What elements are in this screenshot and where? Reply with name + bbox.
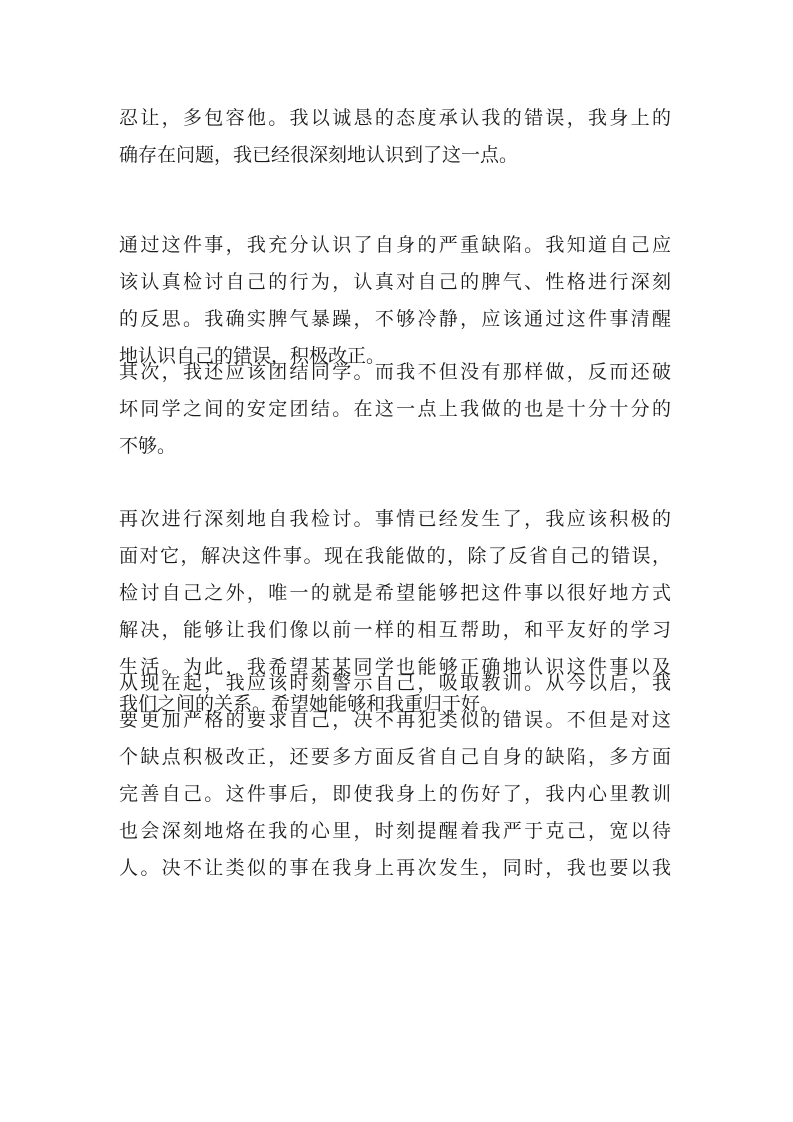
text-line: 通过这件事，我充分认识了自身的严重缺陷。我知道自己应 (119, 234, 671, 256)
text-line: 个缺点积极改正，还要多方面反省自己自身的缺陷，多方面 (119, 746, 671, 768)
text-line: 地认识自己的错误，积极改正。 (119, 345, 386, 367)
text-line: 人。决不让类似的事在我身上再次发生，同时，我也要以我 (119, 857, 671, 879)
text-line: 要更加严格的要求自己，决不再犯类似的错误。不但是对这 (119, 709, 671, 731)
text-line: 也会深刻地烙在我的心里，时刻提醒着我严于克己，宽以待 (119, 820, 671, 842)
text-line: 面对它，解决这件事。现在我能做的，除了反省自己的错误， (119, 545, 671, 567)
text-line: 生活。为此，我希望某某同学也能够正确地认识这件事以及 (119, 656, 671, 678)
text-line: 不够。 (119, 435, 177, 457)
text-line: 完善自己。这件事后，即使我身上的伤好了，我内心里教训 (119, 783, 671, 805)
text-line: 坏同学之间的安定团结。在这一点上我做的也是十分十分的 (119, 398, 671, 420)
text-line: 其次，我还应该团结同学。而我不但没有那样做，反而还破 (119, 361, 671, 383)
text-line: 忍让，多包容他。我以诚恳的态度承认我的错误，我身上的 (119, 107, 671, 129)
text-line: 该认真检讨自己的行为，认真对自己的脾气、性格进行深刻 (119, 271, 671, 293)
text-line: 解决，能够让我们像以前一样的相互帮助，和平友好的学习 (119, 619, 671, 641)
text-line: 检讨自己之外，唯一的就是希望能够把这件事以很好地方式 (119, 582, 671, 604)
text-line: 从现在起，我应该时刻警示自己，吸取教训。从今以后，我 (119, 672, 671, 694)
paragraph-2 (119, 227, 671, 375)
paragraph-3 (119, 354, 671, 465)
text-line: 确存在问题，我已经很深刻地认识到了这一点。 (119, 144, 519, 166)
text-line: 的反思。我确实脾气暴躁，不够冷静，应该通过这件事清醒 (119, 308, 671, 330)
paragraph-1 (119, 100, 671, 174)
text-line: 我们之间的关系。希望她能够和我重归于好。 (119, 693, 500, 715)
text-line: 再次进行深刻地自我检讨。事情已经发生了，我应该积极的 (119, 508, 671, 530)
paragraph-5 (119, 665, 671, 887)
